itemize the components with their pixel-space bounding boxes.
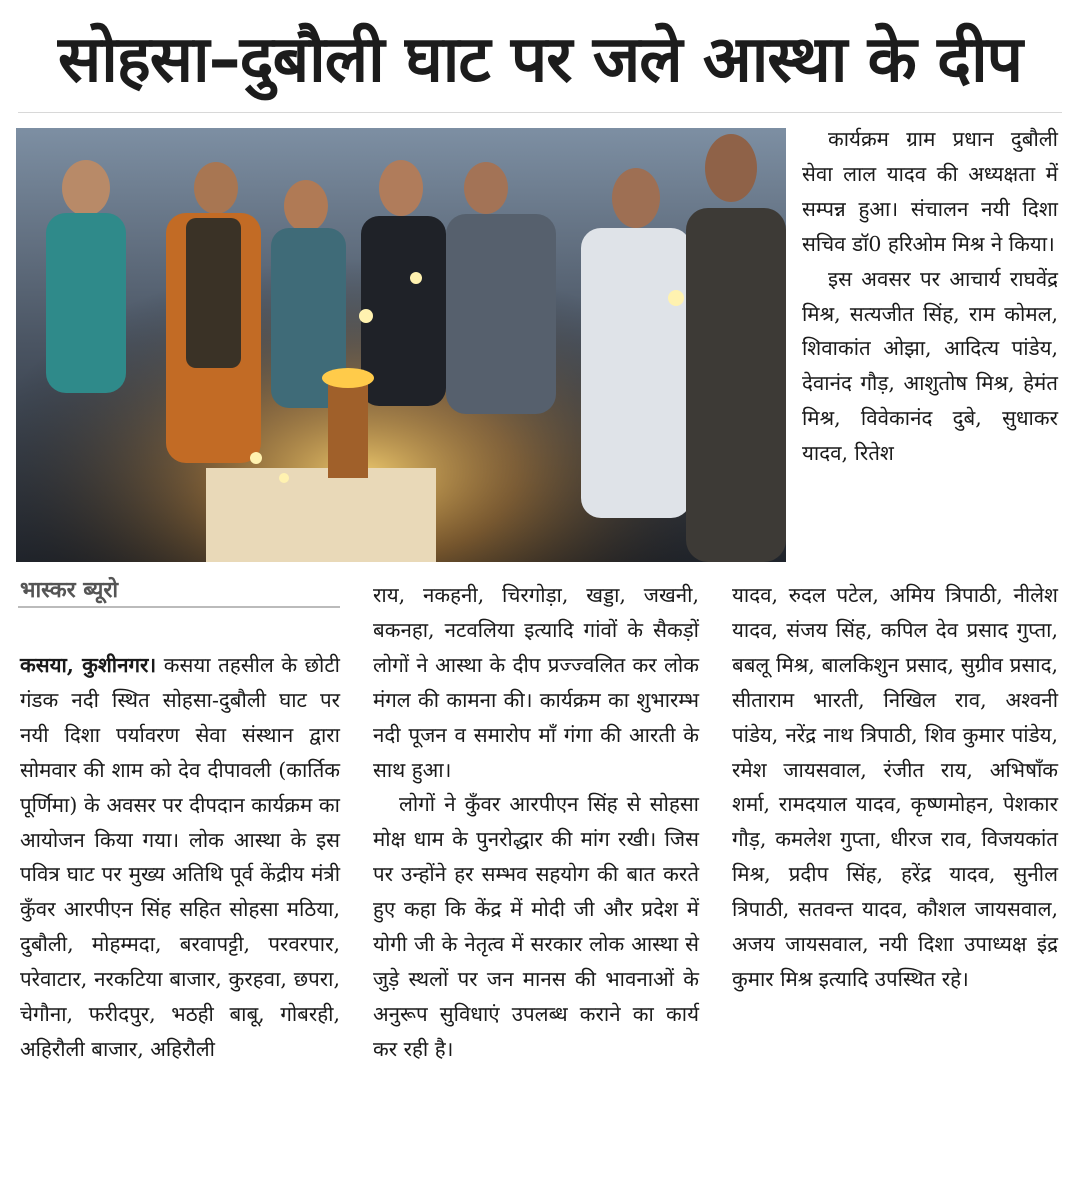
headline: सोहसा–दुबौली घाट पर जले आस्था के दीप xyxy=(57,22,1023,97)
article-paragraph: लोगों ने कुँवर आरपीएन सिंह से सोहसा मोक्ष धाम के पुनरोद्धार की मांग रखी। जिस पर उन्होंने हर सम्भव सहयोग की बात करते हुए कहा कि केंद्र में मोदी जी और प्रदेश में योगी जी के नेतृत्व में सरकार लोक आस्था से जुड़े स्थलों पर जन मानस की भावनाओं के अनुरूप सुविधाएं उपलब्ध कराने का कार्य कर रही है। xyxy=(373,792,699,1061)
article-paragraph: राय, नकहनी, चिरगोड़ा, खड्डा, जखनी, बकनहा, नटवलिया इत्यादि गांवों के सैकड़ों लोगों ने आस्था के दीप प्रज्ज्वलित कर लोक मंगल की कामना की। कार्यक्रम का शुभारम्भ नदी पूजन व समारोप माँ गंगा की आरती के साथ हुआ। xyxy=(373,583,699,782)
byline-divider xyxy=(18,606,340,608)
article-paragraph: कार्यक्रम ग्राम प्रधान दुबौली सेवा लाल यादव की अध्यक्षता में सम्पन्न हुआ। संचालन नयी दिशा सचिव डॉ0 हरिओम मिश्र ने किया। xyxy=(802,127,1058,256)
article-lead-text: कसया तहसील के छोटी गंडक नदी स्थित सोहसा-दुबौली घाट पर नयी दिशा पर्यावरण सेवा संस्थान द्वारा सोमवार की शाम को देव दीपावली (कार्तिक पूर्णिमा) के अवसर पर दीपदान कार्यक्रम का आयोजन किया गया। लोक आस्था के इस पवित्र घाट पर मुख्य अतिथि पूर्व केंद्रीय मंत्री कुँवर आरपीएन सिंह सहित सोहसा मठिया, दुबौली, मोहम्मदा, बरवापट्टी, परवरपार, परेवाटार, नरकटिया बाजार, कुरहवा, छपरा, चेगौना, फरीदपुर, भठही बाबू, गोबरही, अहिरौली बाजार, अहिरौली xyxy=(20,653,340,1061)
byline: भास्कर ब्यूरो xyxy=(20,578,119,603)
article-lead xyxy=(20,648,340,1067)
article-paragraph: इस अवसर पर आचार्य राघवेंद्र मिश्र, सत्यजीत सिंह, राम कोमल, शिवाकांत ओझा, आदित्य पांडेय, देवानंद गौड़, आशुतोष मिश्र, हेमंत मिश्र, विवेकानंद दुबे, सुधाकर यादव, रितेश xyxy=(802,266,1058,466)
article-column-right-top xyxy=(802,122,1058,471)
news-photo xyxy=(16,128,786,562)
article-column-3 xyxy=(732,578,1058,997)
photo-illustration xyxy=(16,128,786,562)
dateline: कसया, कुशीनगर। xyxy=(20,653,157,677)
headline-divider xyxy=(18,112,1062,113)
article-column-1 xyxy=(20,648,340,1067)
article-paragraph: यादव, रुदल पटेल, अमिय त्रिपाठी, नीलेश यादव, संजय सिंह, कपिल देव प्रसाद गुप्ता, बबलू मिश्र, बालकिशुन प्रसाद, सुग्रीव प्रसाद, सीताराम भारती, निखिल राव, अश्वनी पांडेय, नरेंद्र नाथ त्रिपाठी, शिव कुमार पांडेय, रमेश जायसवाल, रंजीत राय, अभिषाँक शर्मा, रामदयाल यादव, कृष्णमोहन, पेशकार गौड़, कमलेश गुप्ता, धीरज राव, विजयकांत मिश्र, प्रदीप सिंह, हरेंद्र यादव, सुनील त्रिपाठी, सतवन्त यादव, कौशल जायसवाल, अजय जायसवाल, नयी दिशा उपाध्यक्ष इंद्र कुमार मिश्र इत्यादि उपस्थित रहे। xyxy=(732,583,1058,991)
article-column-2 xyxy=(373,578,699,1067)
